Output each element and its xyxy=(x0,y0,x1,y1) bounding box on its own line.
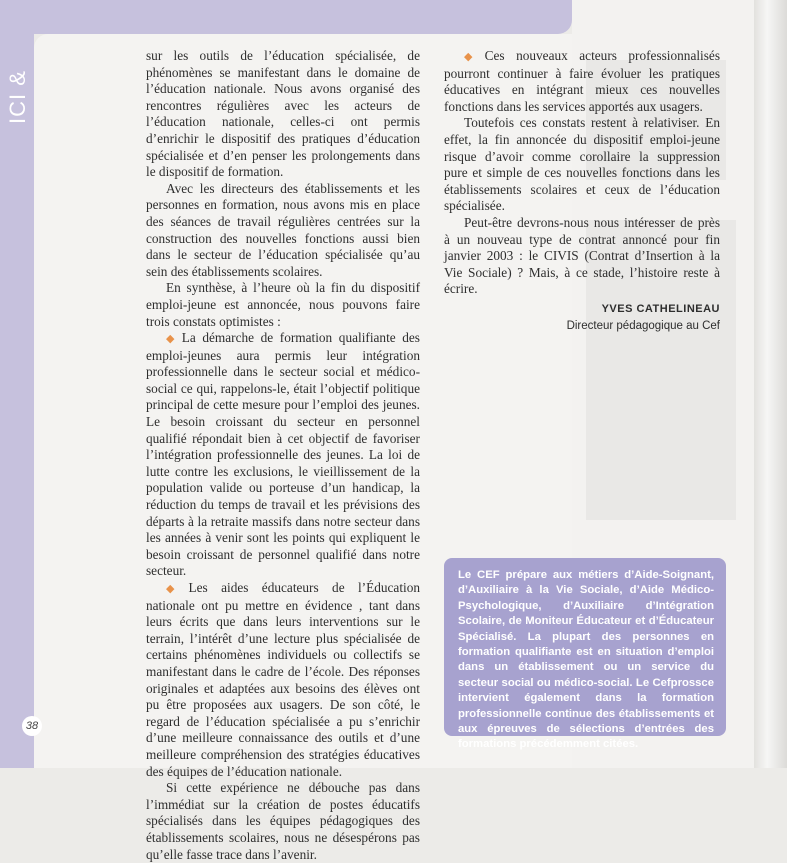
paragraph: Si cette expérience ne débouche pas dans l’immédiat sur la création de postes éducatifs spécialisés dans les équipes pédagogiques des établissements scolaires, nous ne désespérons pas qu’elle fasse trace dans l’avenir. xyxy=(146,780,420,862)
bullet-item xyxy=(444,48,720,115)
text-column-2 xyxy=(444,48,720,334)
bullet-text: Ces nouveaux acteurs professionnalisés pourront continuer à faire évoluer les pratiques éducatives en intégrant mieux ces nouvelles fonctions dans les services apportés aux usagers. xyxy=(444,48,720,114)
bullet-item xyxy=(146,330,420,580)
author-role: Directeur pédagogique au Cef xyxy=(566,319,720,332)
bullet-item xyxy=(146,580,420,780)
left-color-band xyxy=(0,0,34,768)
paragraph: En synthèse, à l’heure où la fin du dispositif emploi-jeune est annoncée, nous pouvons faire trois constats optimistes : xyxy=(146,280,420,329)
diamond-bullet-icon: ◆ xyxy=(166,583,185,595)
paragraph: sur les outils de l’éducation spécialisée, de phénomènes se manifestant dans le domaine de l’éducation nationale. Nous avons organisé des rencontres régulières avec les acteurs de l’éducation nationale, celles-ci ont permis d’enrichir le dispositif des pratiques d’éducation spécialisée et d’en penser les prolongements dans le dispositif de formation. xyxy=(146,48,420,180)
section-title: ICI & xyxy=(5,70,30,124)
info-box-text: Le CEF prépare aux métiers d’Aide-Soignant, d’Auxiliaire à la Vie Sociale, d’Aide Médico-Psychologique, d’Auxiliaire d’Intégration Scolaire, de Moniteur Éducateur et d’Éducateur Spécialisé. La plupart des personnes en formation qualifiante est en situation d’emploi dans un établissement ou un service du secteur social ou médico-social. Le Cefprossce intervient également dans la formation professionnelle continue des établissements et aux épreuves de sélections d’entrées des formations précédemment citées. xyxy=(458,569,714,751)
paragraph: Avec les directeurs des établissements et les personnes en formation, nous avons mis en place des séances de travail régulières centrées sur la construction des nouvelles fonctions aussi bien dans le secteur de l’éducation spécialisée qu’au sein des établissements scolaires. xyxy=(146,180,420,279)
top-color-band xyxy=(0,0,572,34)
page-number: 38 xyxy=(22,716,42,736)
paragraph: Peut-être devrons-nous nous intéresser de près à un nouveau type de contrat annoncé pour fin janvier 2003 : le CIVIS (Contrat d’Insertion à la Vie Sociale) ? Mais, à ce stade, l’histoire reste à écrire. xyxy=(444,214,720,297)
text-column-1 xyxy=(146,48,420,863)
bullet-text: Les aides éducateurs de l’Éducation nationale ont pu mettre en évidence , tant dans leurs écrits que dans leurs interventions sur le terrain, l’intérêt d’une lecture plus spécialisée de certains phénomènes individuels ou collectifs se manifestant dans le cadre de l’école. Des réponses originales et adaptées aux besoins des élèves ont pu être proposées aux usagers. De son côté, le regard de l’éducation spécialisée a pu s’enrichir d’une meilleure connaissance des outils et d’une meilleure compréhension des stratégies éducatives des équipes de l’éducation nationale. xyxy=(146,580,421,779)
bullet-text: La démarche de formation qualifiante des emploi-jeunes aura permis leur intégration professionnelle dans le secteur social et médico-social ce qui, rappelons-le, était l’objectif politique principal de cette mesure pour l’emploi des jeunes. Le besoin croissant du secteur en personnel qualifié répondait bien à cet objectif de favoriser l’intégration professionnelle des jeunes. La loi de lutte contre les exclusions, le vieillissement de la population valide ou porteuse d’un handicap, la réduction du temps de travail et les prévisions des départs à la retraite massifs dans notre secteur dans les années à venir sont les points qui expliquent le besoin croissant de personnel qualifié dans notre secteur. xyxy=(146,330,420,579)
author-name: YVES CATHELINEAU xyxy=(601,302,720,315)
signature-name xyxy=(444,300,720,318)
diamond-bullet-icon: ◆ xyxy=(464,51,481,63)
right-page-edge xyxy=(754,0,787,768)
paragraph: Toutefois ces constats restent à relativiser. En effet, la fin annoncée du dispositif emploi-jeune risque d’avoir comme corollaire la suppression pure et simple de ces nouvelles fonctions dans les établissements scolaires et ceux de l’éducation spécialisée. xyxy=(444,115,720,214)
info-box xyxy=(444,558,726,751)
diamond-bullet-icon: ◆ xyxy=(166,333,178,346)
